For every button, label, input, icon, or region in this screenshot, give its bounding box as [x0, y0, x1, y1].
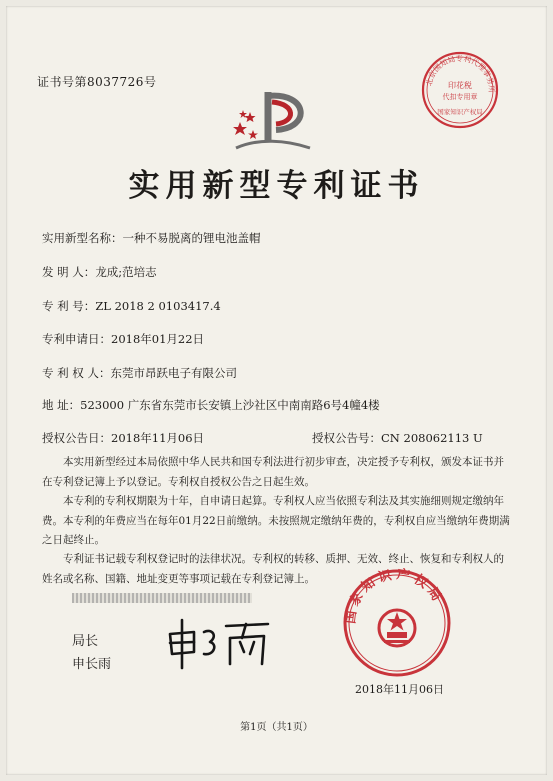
field-value: 2018年01月22日 [111, 332, 205, 346]
field-label: 地 址： [42, 398, 81, 412]
security-pattern [72, 593, 252, 603]
field-grant-date [42, 430, 204, 446]
tax-seal [420, 50, 500, 130]
seal-ring-text: 国家知识产权局 [343, 568, 447, 625]
field-value: 东莞市昂跃电子有限公司 [110, 366, 237, 380]
field-filing-date [42, 331, 204, 347]
field-value: 龙成;范培志 [95, 265, 157, 279]
field-inventor [42, 264, 157, 280]
paragraph-legal-status: 专利证书记载专利权登记时的法律状况。专利权的转移、质押、无效、终止、恢复和专利权人的姓名或名称、国籍、地址变更等事项记载在专利登记簿上。 [42, 553, 504, 585]
patent-office-seal [342, 568, 452, 678]
field-label: 专 利 权 人： [42, 366, 111, 380]
handwritten-signature [164, 612, 274, 672]
certificate-title: 实用新型专利证书 [128, 168, 425, 204]
field-label: 发 明 人： [42, 265, 96, 279]
field-label: 专利申请日： [42, 332, 111, 346]
tax-seal-ring-text: 北京国知局专利代理事务所 [424, 53, 497, 93]
tax-seal-inner-line1: 印花税 [448, 81, 472, 90]
seal-date: 2018年11月06日 [355, 683, 444, 696]
field-value: ZL 2018 2 0103417.4 [95, 299, 221, 313]
certificate-number: 证书号第8037726号 [37, 75, 157, 89]
tax-seal-bottom-text: 国家知识产权局 [437, 108, 483, 116]
field-value: CN 208062113 U [381, 431, 483, 445]
field-patent-number [42, 298, 221, 314]
field-utility-model-name [42, 230, 261, 246]
field-label: 授权公告日： [42, 431, 111, 445]
field-grant-number [312, 430, 483, 446]
patent-office-logo-icon [228, 82, 318, 162]
page-footer: 第1页（共1页） [240, 722, 313, 733]
field-address [42, 397, 380, 413]
field-label: 专 利 号： [42, 299, 96, 313]
field-label: 实用新型名称： [42, 231, 123, 245]
paragraph-term: 本专利的专利权期限为十年，自申请日起算。专利权人应当依照专利法及其实施细则规定缴纳年费。本专利的年费应当在每年01月22日前缴纳。未按照规定缴纳年费的，专利权自应当缴纳年费期满之日起终止。 [42, 495, 510, 546]
signatory-name: 申长雨 [72, 657, 112, 672]
field-value: 2018年11月06日 [111, 431, 205, 445]
field-patentee [42, 365, 237, 381]
national-emblem-icon [379, 610, 415, 646]
field-value: 一种不易脱离的锂电池盖帽 [122, 231, 261, 245]
field-label: 授权公告号： [312, 431, 381, 445]
field-value: 523000 广东省东莞市长安镇上沙社区中南南路6号4幢4楼 [80, 398, 380, 412]
signatory-title: 局长 [72, 634, 99, 649]
tax-seal-inner-line2: 代扣专用章 [442, 93, 478, 101]
paragraph-grant: 本实用新型经过本局依照中华人民共和国专利法进行初步审查，决定授予专利权，颁发本证书并在专利登记簿上予以登记。专利权自授权公告之日起生效。 [42, 456, 504, 488]
